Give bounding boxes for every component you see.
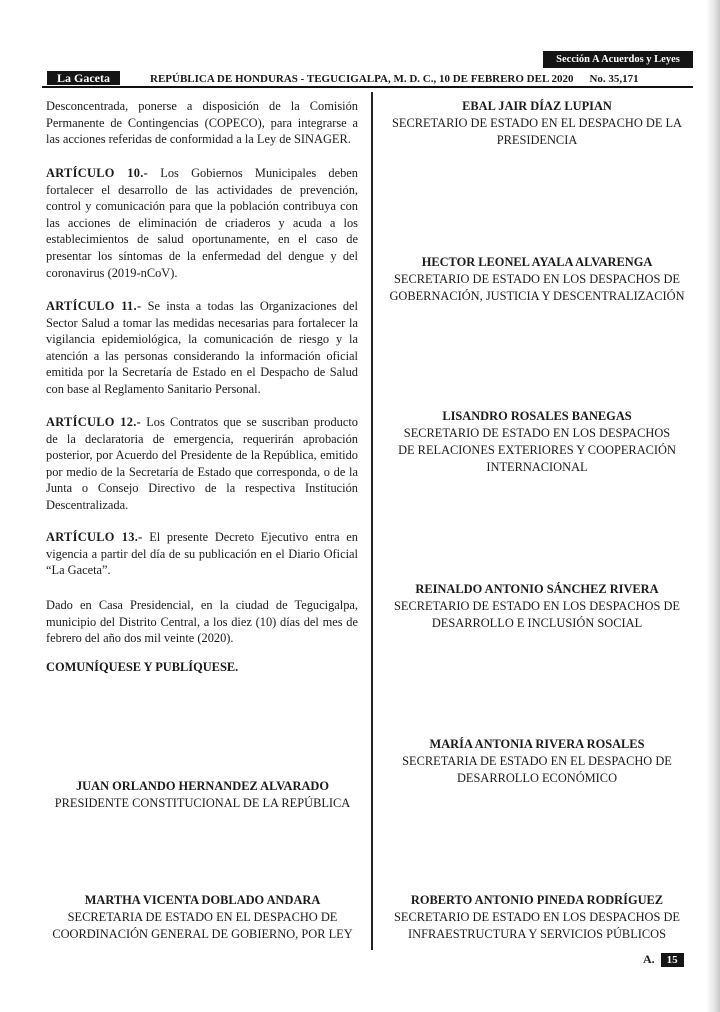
article-13-body: El presente Decreto Ejecutivo entra en vigencia a partir del día de su publicación en el Diario Oficial “La Gaceta”.: [46, 530, 358, 578]
signature-title: SECRETARIO DE ESTADO EN LOS DESPACHOS DE DESARROLLO E INCLUSIÓN SOCIAL: [393, 599, 680, 630]
signature-title: SECRETARIO DE ESTADO EN LOS DESPACHOS DE GOBERNACIÓN, JUSTICIA Y DESCENTRALIZACIÓN: [389, 272, 685, 303]
signature-title: SECRETARIO DE ESTADO EN EL DESPACHO DE LA PRESIDENCIA: [392, 116, 682, 147]
signature-rivera: [377, 736, 697, 787]
article-12-body: Los Contratos que se suscriban producto de la declaratoria de emergencia, requerirán aprobación posterior, por Acuerdo del Presidente de la República, emitido por medio de la Secretaría de Estado que corresponda, o de la Junta o Consejo Directivo de la respectiva Institución Descentralizada.: [46, 415, 358, 512]
article-11-body: Se insta a todas las Organizaciones del Sector Salud a tomar las medidas necesarias para fortalecer la vigilancia epidemiológica, la comunicación de riesgo y la atención a las personas considerando la información oficial emitida por la Secretaría de Estado en el Despacho de Salud con base al Reglamento Sanitario Personal.: [46, 299, 358, 396]
paper-name: La Gaceta: [47, 71, 120, 85]
signature-sanchez: [377, 581, 697, 632]
signature-name: MARTHA VICENTA DOBLADO ANDARA: [84, 893, 321, 907]
article-10-body: Los Gobiernos Municipales deben fortalecer el desarrollo de las actividades de prevención, control y comunicación para que la población contribuya con las acciones de eliminación de criaderos y acuda a los establecimientos de salud oportunamente, en el caso de presentar los síntomas de la enfermedad del dengue y del coronavirus (2019-nCoV).: [46, 166, 358, 280]
dado-paragraph: Dado en Casa Presidencial, en la ciudad de Tegucigalpa, municipio del Distrito Central, a los diez (10) días del mes de febrero del año dos mil veinte (2020).: [46, 598, 358, 646]
signature-doblado: [40, 892, 365, 943]
closing-formula: COMUNÍQUESE Y PUBLÍQUESE.: [46, 660, 239, 674]
signature-name: MARÍA ANTONIA RIVERA ROSALES: [429, 737, 645, 751]
signature-diaz: [377, 98, 697, 149]
article-11: [46, 298, 358, 398]
article-10: [46, 165, 358, 281]
signature-ayala: [377, 254, 697, 305]
column-divider: [371, 92, 373, 950]
signature-name: REINALDO ANTONIO SÁNCHEZ RIVERA: [415, 582, 659, 596]
page-footer: [643, 952, 684, 967]
header-rule: [42, 86, 693, 88]
signature-name: HECTOR LEONEL AYALA ALVARENGA: [421, 255, 653, 269]
issue-number: No. 35,171: [589, 73, 639, 85]
signature-title: PRESIDENTE CONSTITUCIONAL DE LA REPÚBLICA: [54, 796, 351, 810]
section-label: Sección A Acuerdos y Leyes: [543, 51, 693, 68]
article-11-heading: ARTÍCULO 11.-: [46, 299, 142, 313]
header-line: [150, 72, 695, 86]
article-12: [46, 414, 358, 514]
article-13: [46, 529, 358, 579]
article-13-heading: ARTÍCULO 13.-: [46, 530, 143, 544]
paragraph-continuation: Desconcentrada, ponerse a disposición de la Comisión Permanente de Contingencias (COPECO), para integrarse a las acciones referidas de conformidad a la Ley de SINAGER.: [46, 99, 358, 147]
header-dateline: REPÚBLICA DE HONDURAS - TEGUCIGALPA, M. D. C., 10 DE FEBRERO DEL 2020: [150, 73, 574, 85]
signature-title: SECRETARIO DE ESTADO EN LOS DESPACHOS DE INFRAESTRUCTURA Y SERVICIOS PÚBLICOS: [393, 910, 680, 941]
signature-rosales: [377, 408, 697, 476]
article-10-heading: ARTÍCULO 10.-: [46, 166, 149, 180]
signature-title: SECRETARIO DE ESTADO EN LOS DESPACHOS DE RELACIONES EXTERIORES Y COOPERACIÓN INTERNACIONAL: [398, 426, 676, 474]
signature-pineda: [377, 892, 697, 943]
page-number: 15: [661, 953, 684, 967]
signature-name: ROBERTO ANTONIO PINEDA RODRÍGUEZ: [410, 893, 664, 907]
signature-name: LISANDRO ROSALES BANEGAS: [442, 409, 632, 423]
signature-name: JUAN ORLANDO HERNANDEZ ALVARADO: [75, 779, 329, 793]
article-12-heading: ARTÍCULO 12.-: [46, 415, 142, 429]
page-edge-shadow: [706, 0, 720, 1012]
signature-title: SECRETARIA DE ESTADO EN EL DESPACHO DE DESARROLLO ECONÓMICO: [402, 754, 672, 785]
signature-title: SECRETARIA DE ESTADO EN EL DESPACHO DE COORDINACIÓN GENERAL DE GOBIERNO, POR LEY: [52, 910, 353, 941]
page-prefix: A.: [643, 952, 655, 966]
signature-president: [40, 778, 365, 812]
signature-name: EBAL JAIR DÍAZ LUPIAN: [462, 99, 612, 113]
